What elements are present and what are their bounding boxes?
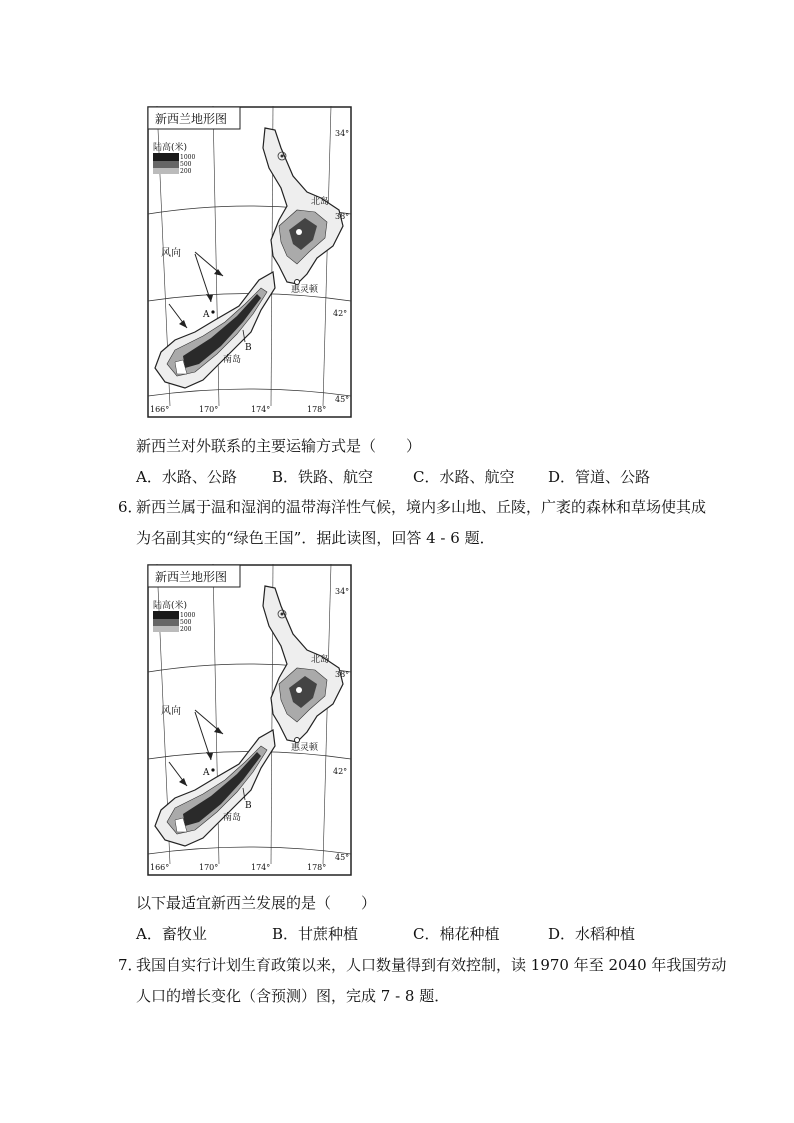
- map-figure: [147, 564, 352, 876]
- lon-label: 174°: [251, 405, 271, 414]
- lon-label: 166°: [150, 405, 170, 414]
- lat-label: 42°: [333, 767, 348, 776]
- new-zealand-terrain-map-2: [147, 564, 352, 876]
- question-7-stem-line1: 我国自实行计划生育政策以来，人口数量得到有效控制，读 1970 年至 2040 年我国劳动: [136, 956, 727, 974]
- point-a-marker: [211, 310, 214, 313]
- legend-swatch-mid: [153, 161, 179, 168]
- question-6-stem-line2: 为名副其实的“绿色王国”．据此读图，回答 4 - 6 题．: [136, 529, 495, 547]
- point-a-label: A: [203, 768, 210, 778]
- lon-label: 178°: [307, 405, 327, 414]
- q5-option-a[interactable]: A．水路、公路: [136, 468, 237, 486]
- question-6-stem-line1: 新西兰属于温和湿润的温带海洋性气候，境内多山地、丘陵，广袤的森林和草场使其成: [136, 498, 707, 516]
- lon-label: 178°: [307, 863, 327, 872]
- question-6-number: 6．: [118, 498, 143, 516]
- legend-heading: 陆高(米): [153, 601, 188, 611]
- q6-option-d[interactable]: D．水稻种植: [548, 925, 636, 943]
- legend-level: 500: [180, 161, 192, 168]
- lon-label: 166°: [150, 863, 170, 872]
- question-7-number: 7．: [118, 956, 143, 974]
- map-title: 新西兰地形图: [155, 570, 228, 584]
- q6-option-a[interactable]: A．畜牧业: [136, 925, 207, 943]
- lon-label: 170°: [199, 405, 219, 414]
- lat-label: 38°: [335, 212, 350, 221]
- point-a-label: A: [203, 310, 210, 320]
- legend-level: 1000: [180, 154, 196, 161]
- q5-option-d[interactable]: D．管道、公路: [548, 468, 651, 486]
- legend-swatch-low: [153, 626, 179, 632]
- legend-heading: 陆高(米): [153, 143, 188, 153]
- q5-option-b[interactable]: B．铁路、航空: [272, 468, 374, 486]
- lat-label: 42°: [333, 309, 348, 318]
- legend-level: 500: [180, 619, 192, 626]
- south-island-label: 南岛: [223, 813, 242, 823]
- q6-option-c[interactable]: C．棉花种植: [413, 925, 500, 943]
- legend-swatch-mid: [153, 619, 179, 626]
- question-5-prompt: 新西兰对外联系的主要运输方式是（ ）: [136, 437, 422, 455]
- point-b-label: B: [245, 801, 252, 811]
- wind-label: 风向: [161, 248, 181, 259]
- legend-level: 1000: [180, 612, 196, 619]
- point-b-label: B: [245, 343, 252, 353]
- north-island-label: 北岛: [311, 655, 330, 665]
- wind-label: 风向: [161, 706, 181, 717]
- map-title: 新西兰地形图: [155, 112, 228, 126]
- legend-level: 200: [180, 626, 192, 633]
- question-7-stem-line2: 人口的增长变化（含预测）图，完成 7 - 8 题．: [136, 987, 450, 1005]
- wellington-label: 惠灵顿: [291, 285, 319, 295]
- wellington-label: 惠灵顿: [291, 743, 319, 753]
- lat-label: 45°: [335, 395, 350, 404]
- q6-option-b[interactable]: B．甘蔗种植: [272, 925, 359, 943]
- north-island-label: 北岛: [311, 197, 330, 207]
- legend-swatch-low: [153, 168, 179, 174]
- question-6-prompt: 以下最适宜新西兰发展的是（ ）: [136, 894, 377, 912]
- lon-label: 170°: [199, 863, 219, 872]
- new-zealand-terrain-map: [147, 106, 352, 418]
- lat-label: 34°: [335, 129, 350, 138]
- point-a-marker: [211, 768, 214, 771]
- lon-label: 174°: [251, 863, 271, 872]
- south-island-label: 南岛: [223, 355, 242, 365]
- legend-swatch-high: [153, 611, 179, 619]
- legend-swatch-high: [153, 153, 179, 161]
- lat-label: 38°: [335, 670, 350, 679]
- lat-label: 45°: [335, 853, 350, 862]
- lat-label: 34°: [335, 587, 350, 596]
- q5-option-c[interactable]: C．水路、航空: [413, 468, 515, 486]
- legend-level: 200: [180, 168, 192, 175]
- map-figure: [147, 106, 352, 418]
